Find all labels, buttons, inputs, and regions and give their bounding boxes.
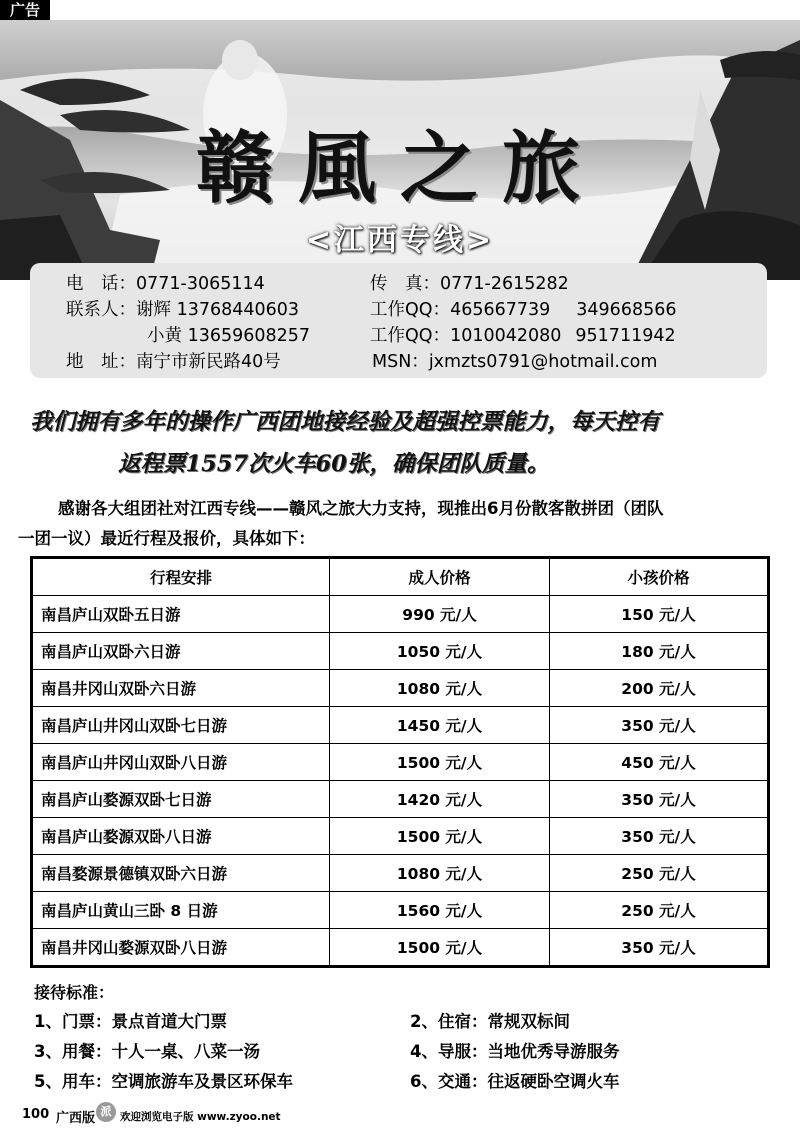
intro-line-1: 感谢各大组团社对江西专线——赣风之旅大力支持，现推出6月份散客散拼团（团队 [58, 499, 664, 518]
qq-label-1: 工作QQ： [370, 300, 451, 320]
adult-price-cell: 1080 元/人 [330, 670, 550, 707]
banner-title: 赣風之旅 [195, 123, 604, 214]
adult-price-cell: 990 元/人 [330, 596, 550, 633]
phone-label: 电 话： [66, 274, 136, 294]
table-row [32, 596, 769, 633]
adult-price-cell: 1050 元/人 [330, 633, 550, 670]
child-price-cell: 450 元/人 [550, 744, 769, 781]
standards-title: 接待标准： [34, 983, 115, 1002]
contact-row-2 [147, 322, 310, 347]
edition-label: 广西版 [56, 1111, 96, 1126]
footer-website-text: 欢迎浏览电子版 www.zyoo.net [120, 1111, 281, 1123]
route-cell: 南昌井冈山婺源双卧八日游 [32, 929, 330, 967]
fax-value: 0771-2615282 [440, 274, 569, 294]
header-adult-price: 成人价格 [330, 558, 550, 596]
phone-row [66, 270, 265, 295]
standard-item-transport: 6、交通：往返硬卧空调火车 [410, 1072, 620, 1091]
contact-person-1: 谢辉 13768440603 [136, 300, 300, 320]
slogan-line-1: 我们拥有多年的操作广西团地接经验及超强控票能力，每天控有 [30, 409, 661, 435]
banner-subtitle: <江西专线> [305, 223, 495, 258]
table-row [32, 818, 769, 855]
adult-price-cell: 1500 元/人 [330, 929, 550, 967]
route-cell: 南昌庐山井冈山双卧七日游 [32, 707, 330, 744]
table-row [32, 633, 769, 670]
child-price-cell: 350 元/人 [550, 707, 769, 744]
standard-item-meals: 3、用餐：十人一桌、八菜一汤 [34, 1042, 260, 1061]
route-cell: 南昌庐山井冈山双卧八日游 [32, 744, 330, 781]
contact-person-2: 小黄 13659608257 [147, 326, 311, 346]
route-cell: 南昌庐山黄山三卧 8 日游 [32, 892, 330, 929]
table-row [32, 670, 769, 707]
address-row [66, 348, 281, 373]
msn-label: MSN： [372, 352, 429, 372]
table-row [32, 781, 769, 818]
child-price-cell: 350 元/人 [550, 818, 769, 855]
route-cell: 南昌庐山双卧五日游 [32, 596, 330, 633]
qq-value-2b: 951711942 [575, 326, 676, 346]
adult-price-cell: 1500 元/人 [330, 818, 550, 855]
standard-item-vehicle: 5、用车：空调旅游车及景区环保车 [34, 1072, 293, 1091]
child-price-cell: 150 元/人 [550, 596, 769, 633]
contact-label: 联系人： [66, 300, 136, 320]
header-route: 行程安排 [32, 558, 330, 596]
slogan-line-2: 返程票1557次火车60张，确保团队质量。 [118, 451, 550, 477]
address-label: 地 址： [66, 352, 136, 372]
address-value: 南宁市新民路40号 [136, 352, 281, 372]
child-price-cell: 350 元/人 [550, 781, 769, 818]
child-price-cell: 250 元/人 [550, 855, 769, 892]
qq-row-1 [370, 296, 677, 321]
fax-label: 传 真： [370, 274, 440, 294]
qq-value-1a: 465667739 [450, 300, 551, 320]
child-price-cell: 200 元/人 [550, 670, 769, 707]
banner [0, 20, 800, 280]
table-row [32, 744, 769, 781]
standard-item-lodging: 2、住宿：常规双标间 [410, 1012, 570, 1031]
msn-value: jxmzts0791@hotmail.com [428, 352, 658, 372]
table-row [32, 707, 769, 744]
child-price-cell: 180 元/人 [550, 633, 769, 670]
adult-price-cell: 1560 元/人 [330, 892, 550, 929]
standard-item-tickets: 1、门票：景点首道大门票 [34, 1012, 227, 1031]
table-row [32, 892, 769, 929]
table-header-row [32, 558, 769, 596]
qq-value-2a: 1010042080 [450, 326, 562, 346]
page-number: 100 [22, 1107, 50, 1122]
route-cell: 南昌井冈山双卧六日游 [32, 670, 330, 707]
phone-value: 0771-3065114 [136, 274, 265, 294]
adult-price-cell: 1500 元/人 [330, 744, 550, 781]
route-cell: 南昌庐山婺源双卧八日游 [32, 818, 330, 855]
page-footer [0, 1098, 800, 1128]
adult-price-cell: 1420 元/人 [330, 781, 550, 818]
child-price-cell: 250 元/人 [550, 892, 769, 929]
intro-line-2: 一团一议）最近行程及报价，具体如下： [18, 529, 315, 548]
standard-item-guide: 4、导服：当地优秀导游服务 [410, 1042, 620, 1061]
child-price-cell: 350 元/人 [550, 929, 769, 967]
adult-price-cell: 1450 元/人 [330, 707, 550, 744]
publisher-logo-icon: 派 [96, 1102, 116, 1122]
table-row [32, 929, 769, 967]
table-row [32, 855, 769, 892]
qq-label-2: 工作QQ： [370, 326, 451, 346]
contact-row-1 [66, 296, 299, 321]
fax-row [370, 270, 569, 295]
adult-price-cell: 1080 元/人 [330, 855, 550, 892]
msn-row [372, 348, 657, 373]
price-table [30, 556, 770, 968]
route-cell: 南昌庐山婺源双卧七日游 [32, 781, 330, 818]
qq-row-2 [370, 322, 676, 347]
route-cell: 南昌庐山双卧六日游 [32, 633, 330, 670]
route-cell: 南昌婺源景德镇双卧六日游 [32, 855, 330, 892]
qq-value-1b: 349668566 [576, 300, 677, 320]
contact-panel [30, 263, 767, 378]
header-child-price: 小孩价格 [550, 558, 769, 596]
ad-tag: 广告 [0, 0, 50, 20]
